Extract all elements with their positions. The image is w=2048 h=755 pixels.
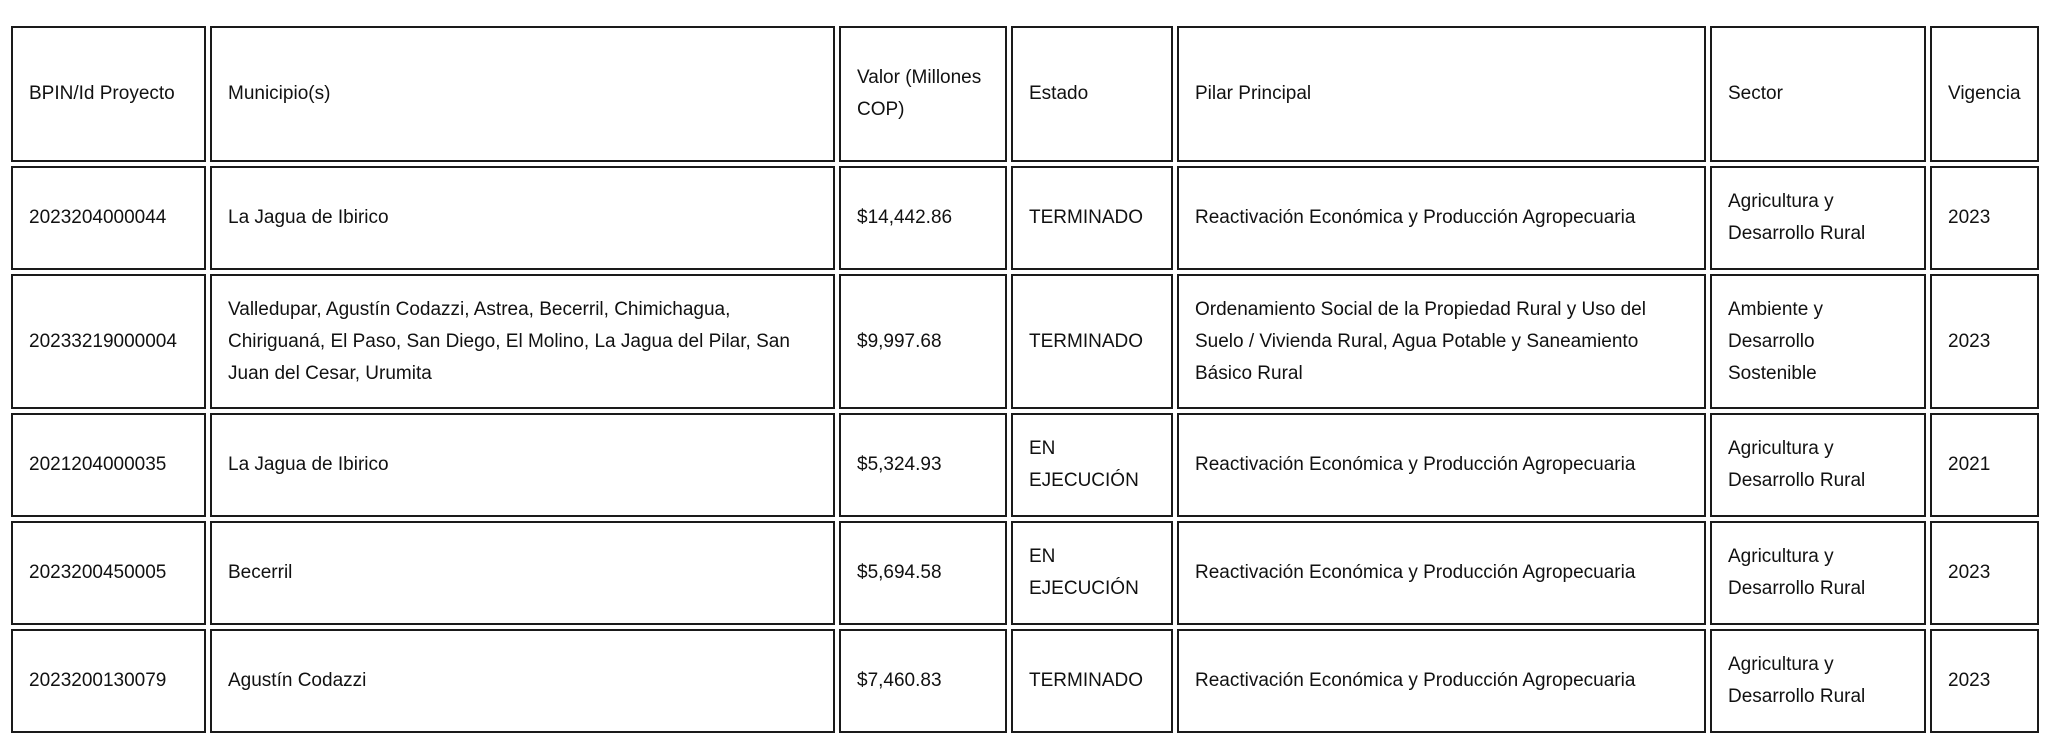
table-row	[11, 629, 2039, 733]
cell-municipios: Becerril	[210, 521, 835, 625]
cell-bpin: 2023200450005	[11, 521, 206, 625]
cell-estado: TERMINADO	[1011, 274, 1173, 409]
cell-pilar: Reactivación Económica y Producción Agropecuaria	[1177, 166, 1706, 270]
cell-estado: TERMINADO	[1011, 629, 1173, 733]
cell-valor: $5,694.58	[839, 521, 1007, 625]
header-valor: Valor (Millones COP)	[839, 26, 1007, 162]
cell-sector: Agricultura y Desarrollo Rural	[1710, 521, 1926, 625]
cell-pilar: Ordenamiento Social de la Propiedad Rural y Uso del Suelo / Vivienda Rural, Agua Potable y Saneamiento Básico Rural	[1177, 274, 1706, 409]
header-vigencia: Vigencia	[1930, 26, 2039, 162]
table-row	[11, 413, 2039, 517]
cell-valor: $9,997.68	[839, 274, 1007, 409]
cell-sector: Agricultura y Desarrollo Rural	[1710, 629, 1926, 733]
header-estado: Estado	[1011, 26, 1173, 162]
cell-pilar: Reactivación Económica y Producción Agropecuaria	[1177, 629, 1706, 733]
cell-sector: Agricultura y Desarrollo Rural	[1710, 166, 1926, 270]
cell-pilar: Reactivación Económica y Producción Agropecuaria	[1177, 413, 1706, 517]
cell-vigencia: 2021	[1930, 413, 2039, 517]
cell-valor: $7,460.83	[839, 629, 1007, 733]
cell-bpin: 2023204000044	[11, 166, 206, 270]
cell-bpin: 2021204000035	[11, 413, 206, 517]
table-row	[11, 274, 2039, 409]
cell-estado: EN EJECUCIÓN	[1011, 413, 1173, 517]
header-sector: Sector	[1710, 26, 1926, 162]
cell-sector: Ambiente y Desarrollo Sostenible	[1710, 274, 1926, 409]
cell-valor: $14,442.86	[839, 166, 1007, 270]
header-bpin: BPIN/Id Proyecto	[11, 26, 206, 162]
cell-sector: Agricultura y Desarrollo Rural	[1710, 413, 1926, 517]
cell-estado: EN EJECUCIÓN	[1011, 521, 1173, 625]
cell-vigencia: 2023	[1930, 629, 2039, 733]
cell-bpin: 20233219000004	[11, 274, 206, 409]
header-municipios: Municipio(s)	[210, 26, 835, 162]
cell-municipios: La Jagua de Ibirico	[210, 413, 835, 517]
cell-bpin: 2023200130079	[11, 629, 206, 733]
header-pilar: Pilar Principal	[1177, 26, 1706, 162]
cell-estado: TERMINADO	[1011, 166, 1173, 270]
cell-vigencia: 2023	[1930, 274, 2039, 409]
cell-municipios: Valledupar, Agustín Codazzi, Astrea, Becerril, Chimichagua, Chiriguaná, El Paso, San Diego, El Molino, La Jagua del Pilar, San Juan del Cesar, Urumita	[210, 274, 835, 409]
cell-vigencia: 2023	[1930, 521, 2039, 625]
table-header-row	[11, 26, 2039, 162]
projects-table-container	[11, 26, 2039, 733]
table-row	[11, 166, 2039, 270]
table-row	[11, 521, 2039, 625]
cell-vigencia: 2023	[1930, 166, 2039, 270]
cell-valor: $5,324.93	[839, 413, 1007, 517]
cell-pilar: Reactivación Económica y Producción Agropecuaria	[1177, 521, 1706, 625]
cell-municipios: Agustín Codazzi	[210, 629, 835, 733]
projects-table	[7, 22, 2043, 737]
cell-municipios: La Jagua de Ibirico	[210, 166, 835, 270]
